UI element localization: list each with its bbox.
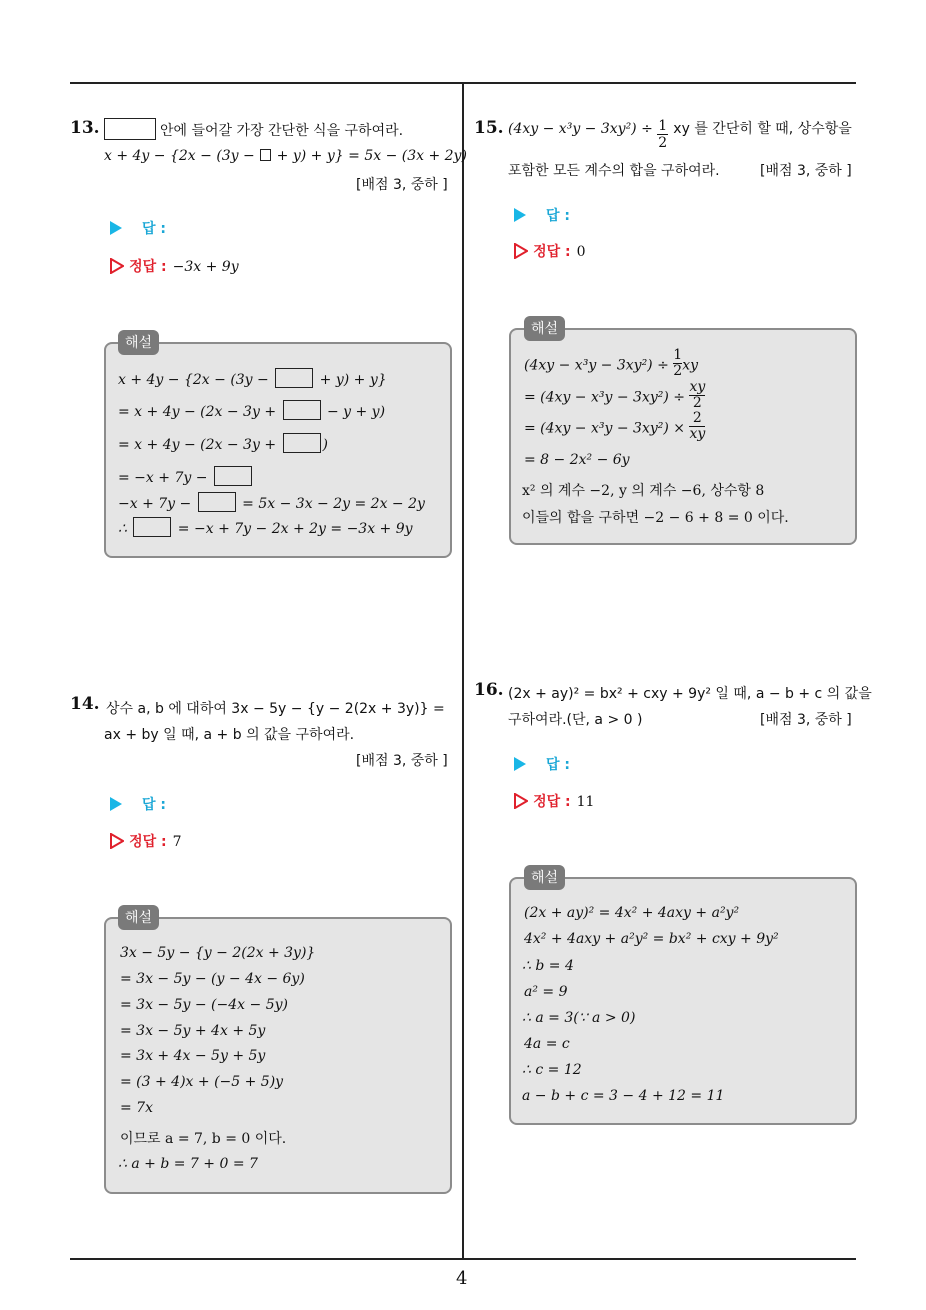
q14-correct-value: 7	[172, 834, 182, 850]
blank-box	[283, 400, 321, 420]
q14-answer-row: 답 :	[110, 794, 166, 814]
q16-sol-line-3: ∴ b = 4	[522, 958, 574, 974]
q14-sol-line-2: = 3x − 5y − (y − 4x − 6y)	[120, 971, 305, 987]
q15-sol-line-6: 이들의 합을 구하면 −2 − 6 + 8 = 0 이다.	[522, 510, 789, 526]
play-arrow-icon	[514, 208, 526, 222]
q16-correct-value: 11	[576, 794, 595, 810]
q13-correct-value: −3x + 9y	[172, 259, 239, 275]
q14-sol-line-1: 3x − 5y − {y − 2(2x + 3y)}	[120, 945, 316, 961]
q15-fraction: $\frac{1}{2}$	[658, 118, 668, 151]
q14-correct-row	[110, 831, 182, 851]
q16-correct-row	[514, 791, 594, 811]
q13-score: [배점 3, 중하 ]	[356, 177, 448, 193]
q16-sol-line-5: ∴ a = 3(∵ a > 0)	[522, 1010, 636, 1026]
q16-sol-line-1: (2x + ay)² = 4x² + 4axy + a²y²	[524, 905, 740, 921]
q16-sol-line-2: 4x² + 4axy + a²y² = bx² + cxy + 9y²	[524, 931, 779, 947]
q15-line-1: (4xy − x³y − 3xy²) ÷ $\frac{1}{2}$ xy 를 간단히 할 때, 상수항을	[508, 118, 852, 151]
q13-answer-row: 답 :	[110, 218, 166, 238]
q15-score: [배점 3, 중하 ]	[760, 163, 852, 179]
q16-line-2: 구하여라.(단, a > 0 )	[508, 712, 643, 728]
outline-triangle-icon	[514, 243, 528, 259]
correct-label: 정답 :	[129, 834, 167, 850]
q13-sol-line-3: = x + 4y − (2x − 3y + )	[118, 433, 328, 453]
q15-sol-line-3: = (4xy − x³y − 3xy²) × $\frac{2}{xy}$	[524, 410, 706, 442]
q16-sol-line-6: 4a = c	[524, 1036, 570, 1052]
q15-solution-tag: 해설	[524, 316, 565, 341]
outline-triangle-icon	[514, 793, 528, 809]
q13-prompt: 안에 들어갈 가장 간단한 식을 구하여라.	[160, 123, 404, 139]
outline-triangle-icon	[110, 258, 124, 274]
q13-solution-tag: 해설	[118, 330, 159, 355]
q13-sol-line-4: = −x + 7y −	[118, 466, 254, 486]
correct-label: 정답 :	[129, 259, 167, 275]
q15-sol-line-1: (4xy − x³y − 3xy²) ÷ $\frac{1}{2}$ xy	[524, 347, 699, 379]
blank-box	[214, 466, 252, 486]
q14-sol-line-3: = 3x − 5y − (−4x − 5y)	[120, 997, 288, 1013]
q14-line-2: ax + by 일 때, a + b 의 값을 구하여라.	[104, 727, 355, 743]
q15-line-2: 포함한 모든 계수의 합을 구하여라.	[508, 163, 720, 179]
q15-sol-line-5: x² 의 계수 −2, y 의 계수 −6, 상수항 8	[522, 483, 765, 499]
outline-triangle-icon	[110, 833, 124, 849]
page-number: 4	[456, 1268, 468, 1289]
play-arrow-icon	[514, 757, 526, 771]
q16-sol-line-4: a² = 9	[524, 984, 568, 1000]
q16-answer-row: 답 :	[514, 754, 570, 774]
q15-number: 15.	[474, 118, 504, 138]
blank-box	[198, 492, 236, 512]
q14-line-1: 상수 a, b 에 대하여 3x − 5y − {y − 2(2x + 3y)} =	[106, 701, 445, 717]
q15-correct-value: 0	[576, 244, 586, 260]
play-arrow-icon	[110, 797, 122, 811]
q16-number: 16.	[474, 680, 504, 700]
q14-sol-line-9: ∴ a + b = 7 + 0 = 7	[118, 1156, 258, 1172]
q13-blank-box	[104, 118, 156, 140]
q13-sol-line-2: = x + 4y − (2x − 3y + − y + y)	[118, 400, 385, 420]
q15-sol-line-4: = 8 − 2x² − 6y	[524, 452, 630, 468]
q16-sol-line-8: a − b + c = 3 − 4 + 12 = 11	[522, 1088, 725, 1104]
column-divider	[462, 84, 464, 1260]
q14-sol-line-7: = 7x	[120, 1100, 153, 1116]
blank-box	[283, 433, 321, 453]
q13-equation: x + 4y − {2x − (3y − + y) + y} = 5x − (3x + 2y)	[104, 148, 467, 164]
q14-sol-line-4: = 3x − 5y + 4x + 5y	[120, 1023, 266, 1039]
q13-correct-row	[110, 256, 239, 276]
q16-line-1: (2x + ay)² = bx² + cxy + 9y² 일 때, a − b + c 의 값을	[508, 686, 872, 702]
blank-box	[275, 368, 313, 388]
q14-number: 14.	[70, 694, 100, 714]
q13-sol-line-5: −x + 7y − = 5x − 3x − 2y = 2x − 2y	[118, 492, 425, 512]
q13-small-blank	[260, 149, 271, 161]
correct-label: 정답 :	[533, 794, 571, 810]
bottom-rule	[70, 1258, 856, 1260]
play-arrow-icon	[110, 221, 122, 235]
q14-score: [배점 3, 중하 ]	[356, 753, 448, 769]
q16-solution-tag: 해설	[524, 865, 565, 890]
q14-sol-line-6: = (3 + 4)x + (−5 + 5)y	[120, 1074, 284, 1090]
q15-answer-row: 답 :	[514, 205, 570, 225]
q13-number: 13.	[70, 118, 100, 138]
q14-solution-tag: 해설	[118, 905, 159, 930]
q16-sol-line-7: ∴ c = 12	[522, 1062, 582, 1078]
q13-sol-line-1: x + 4y − {2x − (3y − + y) + y}	[118, 368, 387, 388]
blank-box	[133, 517, 171, 537]
q15-correct-row	[514, 241, 586, 261]
q14-sol-line-8: 이므로 a = 7, b = 0 이다.	[120, 1131, 287, 1147]
q14-sol-line-5: = 3x + 4x − 5y + 5y	[120, 1048, 266, 1064]
q13-sol-line-6: ∴ = −x + 7y − 2x + 2y = −3x + 9y	[118, 517, 413, 537]
q16-score: [배점 3, 중하 ]	[760, 712, 852, 728]
q15-sol-line-2: = (4xy − x³y − 3xy²) ÷ $\frac{xy}{2}$	[524, 379, 706, 411]
correct-label: 정답 :	[533, 244, 571, 260]
